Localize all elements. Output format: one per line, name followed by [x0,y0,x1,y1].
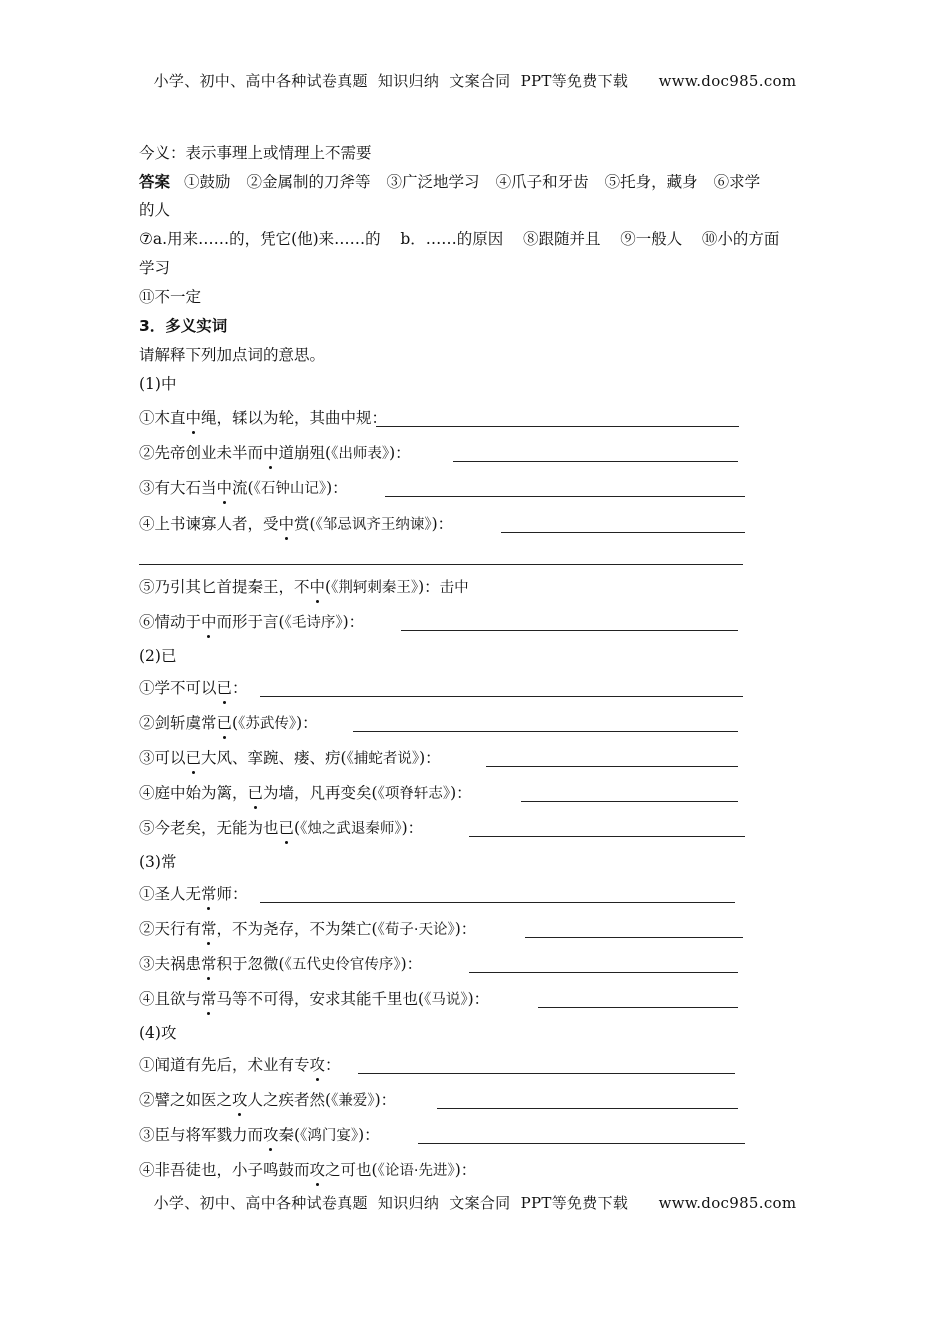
question-yi-2 [139,712,318,735]
answer-item: ⑥求学 [713,173,761,191]
question-text: )： [342,613,365,631]
question-text: 而形于言( [216,613,285,631]
question-zhong-3 [139,477,348,500]
answer-blank[interactable] [453,461,738,462]
question-text: )： [374,1091,397,1109]
answer-line-5: ⑪不一定 [139,288,202,306]
question-text: ⑤乃引其匕首提秦王，不 [139,578,310,596]
question-text: ①闻道有先后，术业有专 [139,1056,310,1074]
question-text: ②譬之如医之 [139,1091,233,1109]
source-title: 《兼爱》 [331,1093,375,1109]
question-text: 绳，𫐓以为轮，其曲中规： [201,409,388,427]
question-text: ： [325,1056,341,1074]
question-text: 积于忽微( [216,955,285,973]
question-gong-2 [139,1089,396,1112]
source-title: 《邹忌讽齐王纳谏》 [315,517,432,533]
question-gong-4 [139,1159,476,1182]
answer-blank[interactable] [260,902,735,903]
answer-blank[interactable] [139,564,743,565]
question-text: )： [418,578,440,596]
question-text: ③夫祸患 [139,955,202,973]
group-title: (2)已 [139,647,177,665]
question-text: 赏( [294,515,316,533]
question-text: ③有大石当 [139,479,217,497]
answer-blank[interactable] [353,731,738,732]
answer-blank[interactable] [501,532,745,533]
question-text: 大风、挛踠、瘘、疠( [201,749,347,767]
dotted-word: 攻 [263,1126,279,1144]
answer-line-4: 学习 [139,259,171,277]
question-text: 人之疾者然( [247,1091,332,1109]
source-title: 《马说》 [424,992,468,1008]
question-text: 之可也( [325,1161,378,1179]
question-text: ( [325,578,332,596]
dotted-word: 已 [247,784,264,802]
source-title: 《荀子·天论》 [377,922,455,938]
answer-line-1 [139,171,760,193]
question-text: ，不为尧存，不为桀亡( [216,920,378,938]
answer-item: ⑤托身，藏身 [604,173,698,191]
question-yi-3 [139,747,441,770]
dotted-word: 中 [216,479,233,497]
section-title: 3．多义实词 [139,317,228,335]
question-text: )： [326,479,348,497]
question-text: ④上书谏寡人者，受 [139,515,279,533]
question-text: ⑥情动于 [139,613,202,631]
question-zhong-6 [139,611,364,634]
answer-label: 答案 [139,173,171,191]
question-text: 道崩殂( [278,444,332,462]
question-yi-4 [139,782,472,805]
question-zhong-5 [139,576,469,599]
source-title: 《论语·先进》 [377,1163,455,1179]
dotted-word: 常 [201,885,217,903]
answer-item: ③广泛地学习 [386,173,480,191]
question-text: )： [400,955,423,973]
source-title: 《石钟山记》 [253,481,327,497]
question-text: )： [467,990,490,1008]
question-text: ④庭中始为篱， [139,784,248,802]
question-chang-1 [139,883,248,905]
question-text: ②先帝创业未半而 [139,444,264,462]
question-text: ： [232,679,248,697]
question-chang-2 [139,918,476,941]
answer-blank[interactable] [260,696,743,697]
dotted-word: 攻 [309,1056,326,1074]
question-text: 为墙，凡再变矣( [263,784,378,802]
group-title: (4)攻 [139,1024,177,1042]
dotted-word: 攻 [232,1091,248,1109]
question-text: ⑤今老矣，无能为也 [139,819,279,837]
question-text: )： [296,714,318,732]
dotted-word: 已 [216,714,233,732]
dotted-word: 已 [216,679,233,697]
source-title: 《五代史伶官传序》 [284,957,401,973]
question-text: ②天行有 [139,920,202,938]
answer-blank[interactable] [521,801,738,802]
question-text: ( [294,819,301,837]
group-title: (1)中 [139,375,177,393]
answer-item: ①鼓励 [184,173,231,191]
answer-blank[interactable] [486,766,738,767]
question-text: ②剑斩虞常 [139,714,217,732]
dotted-word: 常 [201,955,217,973]
answer-blank[interactable] [376,426,739,427]
source-title: 《出师表》 [331,446,390,462]
answer-blank[interactable] [538,1007,738,1008]
page-header: 小学、初中、高中各种试卷真题 知识归纳 文案合同 PPT等免费下载 www.doc985.com [153,72,797,90]
answer-item: ④爪子和牙齿 [495,173,589,191]
question-zhong-2 [139,442,411,465]
question-text: 马等不可得，安求其能千里也( [216,990,425,1008]
source-title: 《项脊轩志》 [377,786,451,802]
source-title: 《烛之武退秦师》 [300,821,402,837]
answer-blank[interactable] [437,1108,738,1109]
question-text: ③臣与将军戮力而 [139,1126,264,1144]
answer-blank[interactable] [358,1073,735,1074]
question-text: ④且欲与 [139,990,202,1008]
answer-blank[interactable] [385,496,745,497]
question-text: 秦( [278,1126,301,1144]
dotted-word: 已 [278,819,295,837]
question-text: )： [401,819,424,837]
dotted-word: 中 [201,613,217,631]
section-instruction: 请解释下列加点词的意思。 [139,346,326,364]
question-text: )： [454,920,477,938]
question-zhong-1 [139,407,387,429]
question-text: )： [454,1161,477,1179]
source-title: 《荆轲刺秦王》 [331,580,419,596]
source-title: 《捕蛇者说》 [346,751,420,767]
question-text: ③可以 [139,749,186,767]
answer-blank[interactable] [401,630,738,631]
question-chang-3 [139,953,422,976]
question-chang-4 [139,988,489,1011]
question-text: ①圣人无 [139,885,202,903]
group-title: (3)常 [139,853,177,871]
question-text: ①木直 [139,409,186,427]
question-text: )： [358,1126,380,1144]
question-yi-1 [139,677,248,699]
given-answer: 击中 [439,580,469,596]
question-text: ④非吾徒也，小子鸣鼓而 [139,1161,310,1179]
question-text: )： [419,749,441,767]
question-text: 师： [216,885,248,903]
question-text: )： [431,515,454,533]
question-text: 流( [232,479,254,497]
question-text: ①学不可以 [139,679,217,697]
dotted-word: 已 [185,749,202,767]
answer-line-3: ⑦a.用来……的，凭它(他)来……的 b．……的原因 ⑧跟随并且 ⑨一般人 ⑩小的方面 [139,230,780,248]
answer-item: ②金属制的刀斧等 [246,173,371,191]
question-gong-1 [139,1054,341,1076]
page-footer: 小学、初中、高中各种试卷真题 知识归纳 文案合同 PPT等免费下载 www.doc985.com [153,1194,797,1212]
dotted-word: 中 [263,444,279,462]
question-text: )： [450,784,472,802]
question-zhong-4 [139,513,453,536]
question-text: )： [389,444,411,462]
source-title: 《毛诗序》 [284,615,343,631]
source-title: 《苏武传》 [238,716,297,732]
answer-blank[interactable] [418,1143,745,1144]
dotted-word: 中 [309,578,326,596]
answer-blank[interactable] [525,937,743,938]
source-title: 《鸿门宴》 [300,1128,359,1144]
answer-blank[interactable] [469,836,745,837]
answer-blank[interactable] [469,972,738,973]
dotted-word: 中 [185,409,202,427]
answer-line-2: 的人 [139,201,171,219]
question-text: ( [232,714,239,732]
dotted-word: 攻 [309,1161,326,1179]
question-yi-5 [139,817,423,840]
dotted-word: 常 [201,920,217,938]
dotted-word: 常 [201,990,217,1008]
question-gong-3 [139,1124,380,1147]
dotted-word: 中 [278,515,295,533]
jinyi-line: 今义：表示事理上或情理上不需要 [139,144,372,162]
